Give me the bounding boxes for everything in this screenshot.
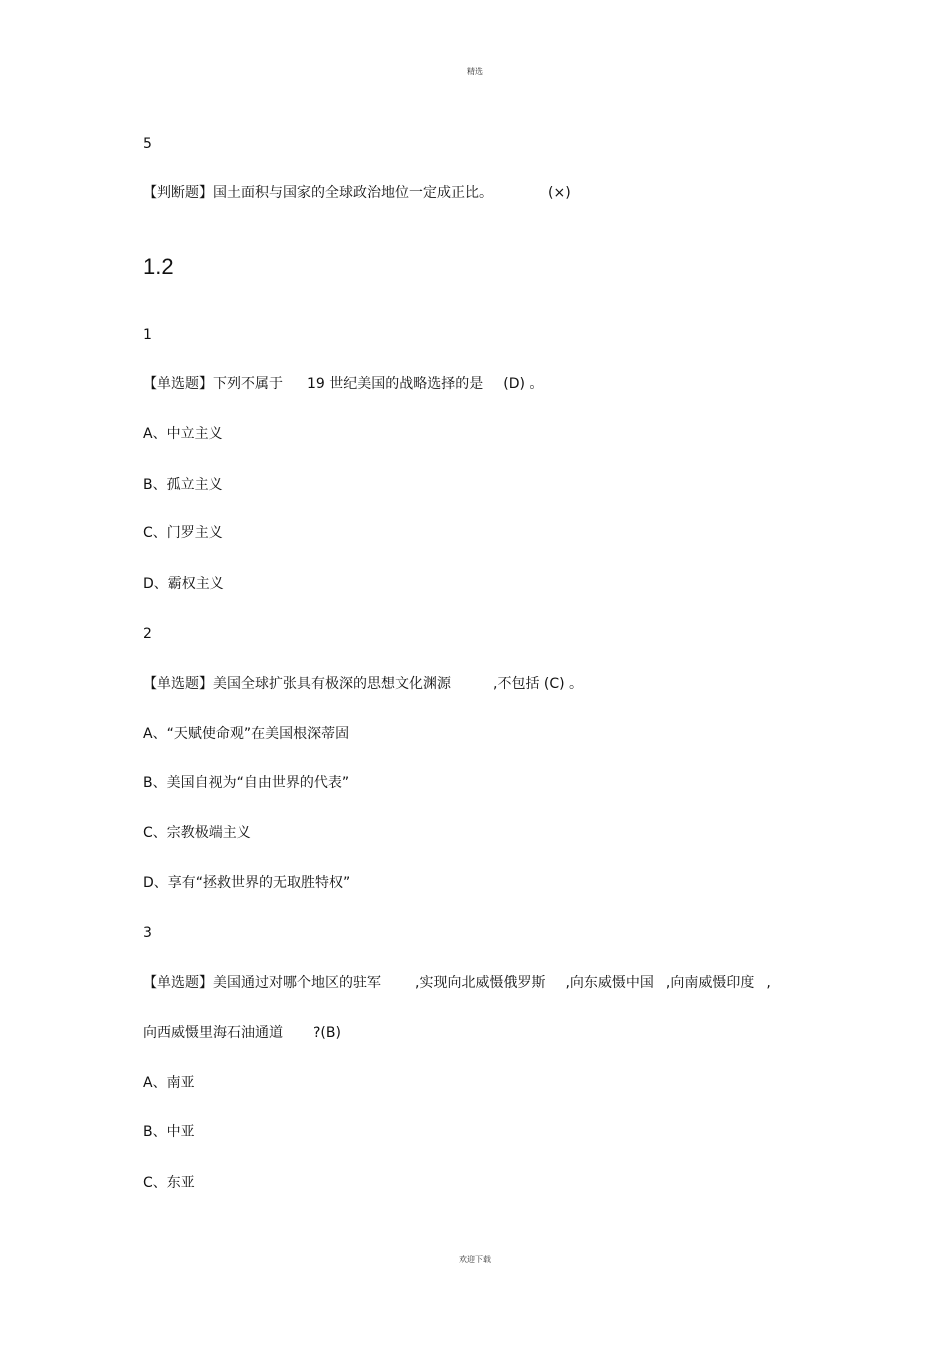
question-stem [143, 974, 771, 992]
question-stem-part: ,实现向北威慑俄罗斯 [415, 975, 546, 991]
question-stem-part: ,不包括 (C) 。 [493, 676, 584, 692]
option-item: C、门罗主义 [143, 525, 223, 541]
option-item: B、孤立主义 [143, 477, 223, 493]
question-stem-part: ,向东威慑中国 [565, 975, 654, 991]
question-stem-part: ,向南威慑印度 [665, 975, 755, 991]
option-item: A、中立主义 [143, 426, 223, 442]
option-item: B、中亚 [143, 1124, 195, 1140]
question-answer: (D) 。 [503, 376, 544, 392]
question-stem-part: 向西威慑里海石油通道 [143, 1025, 283, 1041]
question-stem-part: 19 世纪美国的战略选择的是 [307, 376, 484, 392]
page-footer: 欢迎下载 [459, 1255, 491, 1264]
question-number: 2 [143, 626, 152, 642]
page-header: 精选 [467, 67, 483, 76]
option-item: A、“天赋使命观”在美国根深蒂固 [143, 726, 350, 742]
question-stem-part: 【单选题】美国通过对哪个地区的驻军 [143, 975, 381, 991]
section-title: 1.2 [143, 254, 174, 279]
option-item: C、宗教极端主义 [143, 825, 251, 841]
question-answer: (×) [548, 185, 571, 201]
question-answer: ?(B) [313, 1025, 341, 1041]
question-number: 3 [143, 925, 152, 941]
question-stem [143, 675, 583, 693]
option-item: B、美国自视为“自由世界的代表” [143, 775, 350, 791]
option-item: C、东亚 [143, 1175, 195, 1191]
question-number: 5 [143, 136, 152, 152]
question-stem-part: 【单选题】下列不属于 [143, 376, 283, 392]
question-stem-text: 【判断题】国土面积与国家的全球政治地位一定成正比。 [143, 185, 493, 201]
question-stem [143, 184, 571, 202]
question-stem-part: 【单选题】美国全球扩张具有极深的思想文化渊源 [143, 676, 451, 692]
option-item: D、享有“拯救世界的无取胜特权” [143, 875, 351, 891]
option-item: A、南亚 [143, 1075, 195, 1091]
option-item: D、霸权主义 [143, 576, 224, 592]
question-number: 1 [143, 327, 152, 343]
question-stem-line2 [143, 1024, 341, 1042]
question-stem-part: , [766, 975, 771, 991]
question-stem [143, 375, 543, 393]
